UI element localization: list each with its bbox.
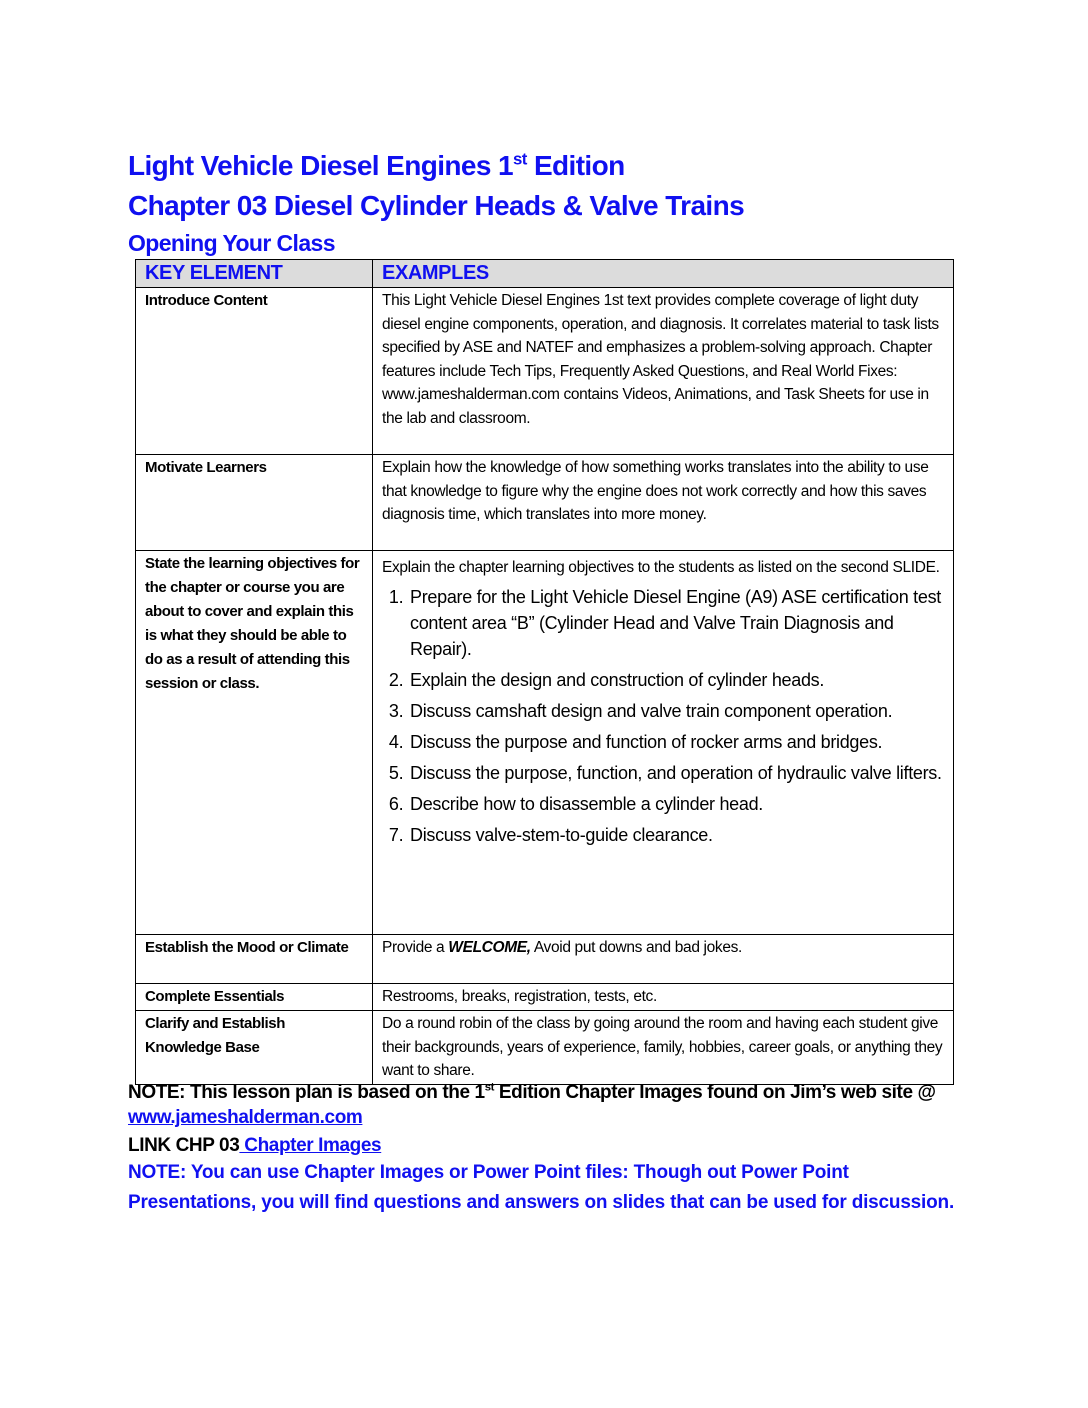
- key-element: Motivate Learners: [136, 455, 373, 551]
- section-title: Opening Your Class: [128, 230, 335, 256]
- chapter-title: Chapter 03 Diesel Cylinder Heads & Valve Trains: [128, 190, 745, 221]
- column-header: KEY ELEMENT: [136, 260, 373, 288]
- chapter-link-line: LINK CHP 03 Chapter Images: [128, 1135, 382, 1156]
- lesson-table: [135, 259, 954, 1085]
- key-element: Introduce Content: [136, 288, 373, 455]
- table-row: [136, 935, 954, 984]
- example: This Light Vehicle Diesel Engines 1st text provides complete coverage of light duty diesel engine components, operation, and diagnosis. It correlates material to task lists specified by ASE and NATEF and emphasizes a problem-solving approach. Chapter features include Tech Tips, Frequently Asked Questions, and Real World Fixes: www.jameshalderman.com contains Videos, Animations, and Task Sheets for use in the lab and classroom.: [373, 288, 954, 455]
- objective-item: 4. Discuss the purpose and function of rocker arms and bridges.: [408, 729, 944, 755]
- key-element: Clarify and Establish Knowledge Base: [136, 1011, 373, 1085]
- example: Provide a WELCOME, Avoid put downs and bad jokes.: [373, 935, 954, 984]
- key-element: Establish the Mood or Climate: [136, 935, 373, 984]
- example: Explain how the knowledge of how something works translates into the ability to use that knowledge to figure why the engine does not work correctly and how this saves diagnosis time, which translates into more money.: [373, 455, 954, 551]
- document-title: Light Vehicle Diesel Engines 1st Edition: [128, 149, 625, 181]
- powerpoint-note: NOTE: You can use Chapter Images or Power Point files: Though out Power Point Presentations, you will find questions and answers on slides that can be used for discussion.: [128, 1162, 955, 1213]
- table-row: [136, 455, 954, 551]
- table-row: [136, 551, 954, 935]
- objective-item: 1. Prepare for the Light Vehicle Diesel Engine (A9) ASE certification test content area “B” (Cylinder Head and Valve Train Diagnosis and Repair).: [408, 584, 944, 662]
- objective-item: 7. Discuss valve-stem-to-guide clearance.: [408, 822, 944, 848]
- objective-item: 3. Discuss camshaft design and valve train component operation.: [408, 698, 944, 724]
- table-row: [136, 1011, 954, 1085]
- chapter-images-link[interactable]: Chapter Images: [239, 1135, 382, 1156]
- objective-item: 5. Discuss the purpose, function, and operation of hydraulic valve lifters.: [408, 760, 944, 786]
- example: Do a round robin of the class by going around the room and having each student give their backgrounds, years of experience, family, hobbies, career goals, or anything they want to share.: [373, 1011, 954, 1085]
- example: [373, 551, 954, 935]
- objectives-list: [382, 584, 944, 848]
- table-row: [136, 288, 954, 455]
- key-element: State the learning objectives for the chapter or course you are about to cover and explain this is what they should be able to do as a result of attending this session or class.: [136, 551, 373, 935]
- table-header-row: [136, 260, 954, 288]
- column-header: EXAMPLES: [373, 260, 954, 288]
- objective-item: 6. Describe how to disassemble a cylinder head.: [408, 791, 944, 817]
- notes-section: [128, 1080, 958, 1218]
- objective-item: 2. Explain the design and construction of cylinder heads.: [408, 667, 944, 693]
- example: Restrooms, breaks, registration, tests, etc.: [373, 984, 954, 1011]
- lesson-plan-note: NOTE: This lesson plan is based on the 1st Edition Chapter Images found on Jim’s web site @ www.jameshalderman.com: [128, 1081, 936, 1128]
- objectives-intro: Explain the chapter learning objectives to the students as listed on the second SLIDE.: [382, 559, 940, 576]
- table-row: [136, 984, 954, 1011]
- key-element: Complete Essentials: [136, 984, 373, 1011]
- website-link[interactable]: www.jameshalderman.com: [128, 1107, 363, 1128]
